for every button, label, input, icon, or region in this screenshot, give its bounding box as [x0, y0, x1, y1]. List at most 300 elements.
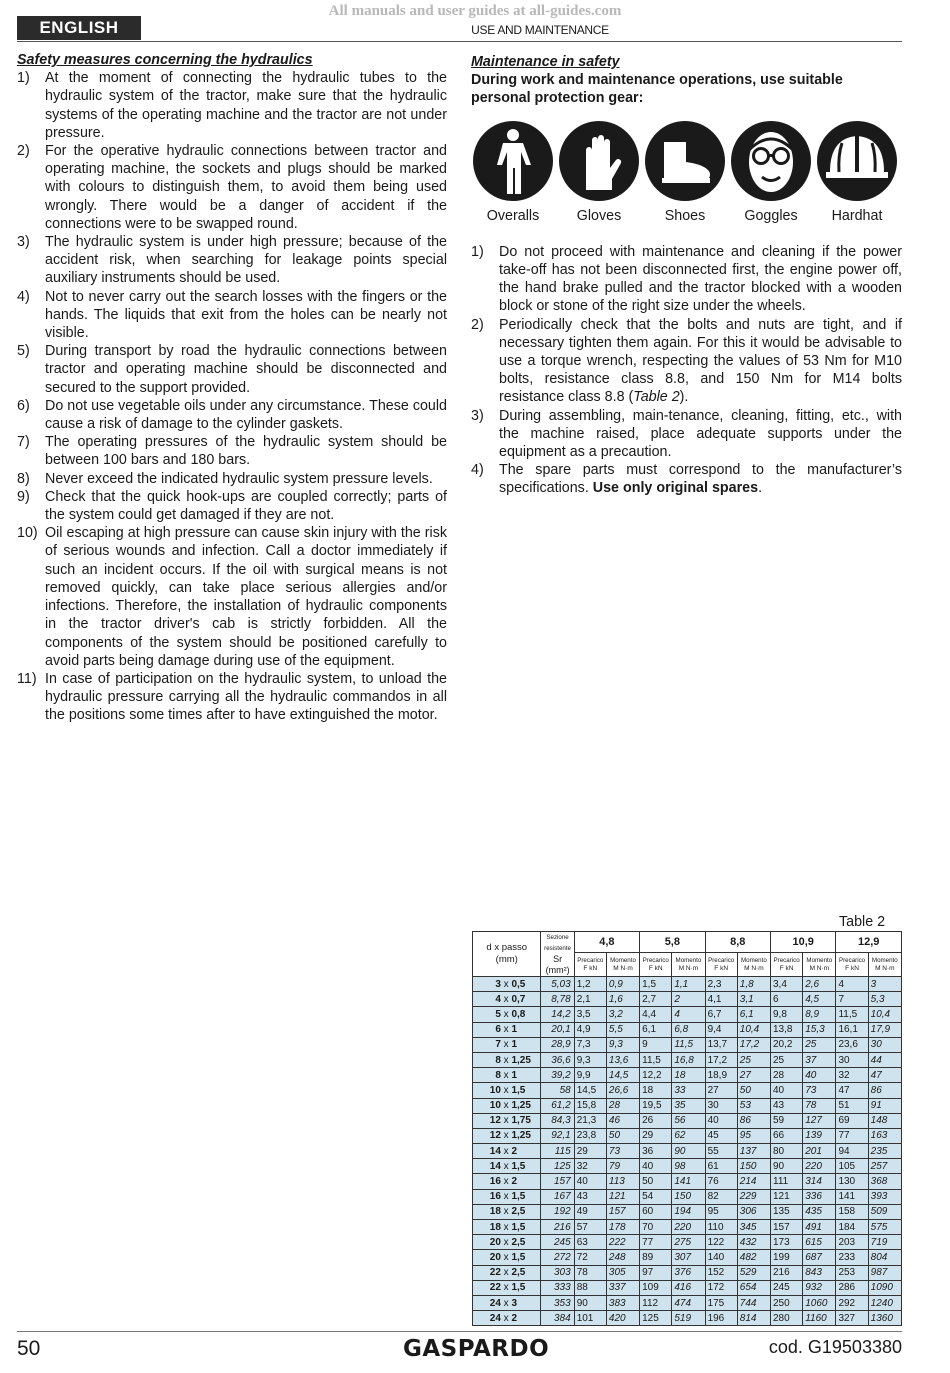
cell-section: 28,9: [541, 1037, 574, 1052]
header-sub-note: Momento: [610, 956, 636, 964]
cell-preload: 199: [771, 1250, 803, 1265]
cell-torque: 25: [737, 1052, 770, 1067]
cell-preload: 77: [640, 1235, 672, 1250]
cell-torque: 305: [606, 1265, 639, 1280]
header-section-label: Sr: [553, 954, 563, 964]
cell-preload: 69: [836, 1113, 868, 1128]
header-sub-label: F kN: [648, 964, 663, 972]
cell-torque: 814: [737, 1311, 770, 1326]
cell-section: 272: [541, 1250, 574, 1265]
cell-preload: 9,8: [771, 1007, 803, 1022]
watermark: All manuals and user guides at all-guides.com: [328, 3, 622, 19]
cell-torque: 529: [737, 1265, 770, 1280]
cell-section: 20,1: [541, 1022, 574, 1037]
item-text: For the operative hydraulic connections between tractor and operating machine, the sockets and plugs should be marked with colours to distinguish them, to avoid them being used wrongly. There would be a danger of accident if the connections were to be swapped round.: [45, 143, 447, 232]
cell-torque: 163: [868, 1128, 901, 1143]
cell-preload: 110: [705, 1220, 737, 1235]
cell-preload: 26: [640, 1113, 672, 1128]
ppe-lead-text: During work and maintenance operations, use suitable personal protection gear:: [471, 72, 843, 107]
gloves-icon: [558, 120, 640, 202]
cell-preload: 36: [640, 1144, 672, 1159]
cell-diameter: 10: [489, 1084, 501, 1096]
header-sub-label: F kN: [845, 964, 859, 972]
cell-torque: 220: [803, 1159, 836, 1174]
cell-diameter: 22: [489, 1267, 501, 1279]
table-row: [473, 1235, 902, 1250]
cell-preload: 125: [640, 1311, 672, 1326]
cell-times: x: [500, 1297, 512, 1309]
ppe-goggles: [729, 120, 813, 225]
cell-torque: 1,8: [737, 977, 770, 992]
cell-section: 84,3: [541, 1113, 574, 1128]
cell-preload: 94: [836, 1144, 868, 1159]
cell-preload: 111: [771, 1174, 803, 1189]
cell-torque: 95: [737, 1128, 770, 1143]
item-text: During assembling, main-tenance, cleaning, fitting, etc., with the machine raised, place adequate supports under the equipment as a precaution.: [499, 407, 902, 461]
cell-preload: 292: [836, 1295, 868, 1310]
cell-preload: 9,4: [705, 1022, 737, 1037]
item-number: 1): [17, 70, 30, 87]
cell-pitch: 1,5: [511, 1160, 526, 1172]
cell-preload: 16,1: [836, 1022, 868, 1037]
cell-times: x: [500, 1312, 512, 1324]
cell-diameter: 12: [489, 1115, 501, 1127]
item-number: 4): [471, 462, 484, 479]
cell-torque: 15,3: [803, 1022, 836, 1037]
cell-torque: 987: [868, 1265, 901, 1280]
cell-times: x: [500, 1100, 512, 1112]
header-sub-label: M N·m: [875, 964, 895, 972]
cell-preload: 27: [705, 1083, 737, 1098]
cell-preload: 80: [771, 1144, 803, 1159]
table-row: [473, 1052, 902, 1067]
bottom-rule: [17, 1331, 902, 1332]
cell-preload: 13,7: [705, 1037, 737, 1052]
cell-torque: 214: [737, 1174, 770, 1189]
cell-torque: 482: [737, 1250, 770, 1265]
cell-torque: 6,8: [672, 1022, 705, 1037]
header-sub: [868, 953, 901, 977]
cell-preload: 40: [640, 1159, 672, 1174]
header-size: [473, 932, 541, 977]
cell-preload: 51: [836, 1098, 868, 1113]
cell-torque: 40: [803, 1068, 836, 1083]
cell-preload: 89: [640, 1250, 672, 1265]
cell-preload: 17,2: [705, 1052, 737, 1067]
cell-times: x: [500, 1084, 512, 1096]
cell-diameter: 8: [495, 1069, 501, 1081]
cell-torque: 121: [606, 1189, 639, 1204]
list-item: [17, 288, 447, 343]
torque-table: [472, 931, 902, 1326]
item-text: The hydraulic system is under high pressure; because of the accident risk, when searching for leakage points special auxiliary instruments should be used.: [45, 234, 447, 287]
cell-torque: 201: [803, 1144, 836, 1159]
cell-torque: 137: [737, 1144, 770, 1159]
cell-torque: 194: [672, 1204, 705, 1219]
cell-size: [473, 1250, 541, 1265]
cell-times: x: [500, 1145, 512, 1157]
cell-torque: 337: [606, 1280, 639, 1295]
cell-preload: 101: [574, 1311, 606, 1326]
cell-preload: 77: [836, 1128, 868, 1143]
cell-torque: 687: [803, 1250, 836, 1265]
ppe-gloves: [557, 120, 641, 225]
cell-times: x: [500, 1024, 512, 1036]
item-text: The spare parts must correspond to the manufacturer’s specifications.: [499, 462, 902, 497]
cell-torque: 235: [868, 1144, 901, 1159]
cell-times: x: [500, 1191, 512, 1203]
cell-diameter: 8: [495, 1054, 501, 1066]
cell-preload: 55: [705, 1144, 737, 1159]
brand-logo: GASPARDO: [403, 1336, 550, 1362]
cell-pitch: 1,5: [511, 1221, 526, 1233]
cell-torque: 86: [737, 1113, 770, 1128]
cell-preload: 4,4: [640, 1007, 672, 1022]
cell-preload: 95: [705, 1204, 737, 1219]
cell-torque: 178: [606, 1220, 639, 1235]
cell-preload: 9,9: [574, 1068, 606, 1083]
cell-torque: 519: [672, 1311, 705, 1326]
cell-section: 303: [541, 1265, 574, 1280]
cell-preload: 184: [836, 1220, 868, 1235]
cell-torque: 53: [737, 1098, 770, 1113]
cell-diameter: 6: [495, 1024, 501, 1036]
cell-section: 192: [541, 1204, 574, 1219]
table-row: [473, 992, 902, 1007]
cell-diameter: 3: [495, 978, 501, 990]
cell-preload: 59: [771, 1113, 803, 1128]
cell-torque: 13,6: [606, 1052, 639, 1067]
cell-preload: 233: [836, 1250, 868, 1265]
cell-torque: 4: [672, 1007, 705, 1022]
header-sub-note: Precarico: [773, 956, 800, 964]
ppe-label: Overalls: [486, 207, 540, 224]
cell-torque: 25: [803, 1037, 836, 1052]
cell-preload: 173: [771, 1235, 803, 1250]
ppe-label: Shoes: [664, 207, 706, 224]
cell-preload: 135: [771, 1204, 803, 1219]
cell-preload: 57: [574, 1220, 606, 1235]
cell-section: 14,2: [541, 1007, 574, 1022]
header-sub-label: M N·m: [613, 964, 633, 972]
cell-diameter: 16: [489, 1176, 501, 1188]
header-sub-label: F kN: [714, 964, 729, 972]
cell-size: [473, 1098, 541, 1113]
header-sub-note: Precarico: [708, 956, 735, 964]
cell-torque: 744: [737, 1295, 770, 1310]
cell-section: 92,1: [541, 1128, 574, 1143]
cell-preload: 14,5: [574, 1083, 606, 1098]
cell-times: x: [500, 1176, 512, 1188]
item-text: During transport by road the hydraulic connections between tractor and operating machine should be disconnected and secured to the support provided.: [45, 343, 447, 396]
cell-preload: 253: [836, 1265, 868, 1280]
cell-times: x: [500, 1069, 512, 1081]
cell-preload: 140: [705, 1250, 737, 1265]
cell-preload: 250: [771, 1295, 803, 1310]
header-sub: [705, 953, 737, 977]
cell-section: 61,2: [541, 1098, 574, 1113]
header-class: 4,8: [574, 932, 639, 953]
cell-preload: 152: [705, 1265, 737, 1280]
cell-pitch: 1,25: [511, 1100, 531, 1112]
cell-torque: 30: [868, 1037, 901, 1052]
cell-torque: 148: [868, 1113, 901, 1128]
item-number: 2): [471, 316, 484, 333]
cell-torque: 3,2: [606, 1007, 639, 1022]
cell-preload: 175: [705, 1295, 737, 1310]
ppe-hardhat: [815, 120, 899, 225]
table-row: [473, 1189, 902, 1204]
cell-torque: 5,3: [868, 992, 901, 1007]
cell-preload: 109: [640, 1280, 672, 1295]
list-item: [17, 670, 447, 725]
cell-size: [473, 1068, 541, 1083]
cell-size: [473, 1022, 541, 1037]
item-number: 10): [17, 525, 38, 542]
cell-pitch: 2,5: [511, 1236, 526, 1248]
cell-torque: 16,8: [672, 1052, 705, 1067]
cell-size: [473, 977, 541, 992]
cell-torque: 33: [672, 1083, 705, 1098]
cell-preload: 20,2: [771, 1037, 803, 1052]
ppe-label: Goggles: [744, 207, 798, 224]
cell-preload: 4: [836, 977, 868, 992]
ppe-label: Gloves: [576, 207, 622, 224]
cell-size: [473, 992, 541, 1007]
header-sub: [803, 953, 836, 977]
item-number: 9): [17, 488, 30, 505]
cell-torque: 307: [672, 1250, 705, 1265]
header-class: 8,8: [705, 932, 770, 953]
cell-pitch: 1,5: [511, 1282, 526, 1294]
cell-times: x: [500, 1221, 512, 1233]
cell-diameter: 7: [495, 1039, 501, 1051]
cell-diameter: 18: [489, 1206, 501, 1218]
cell-torque: 1090: [868, 1280, 901, 1295]
cell-preload: 2,1: [574, 992, 606, 1007]
cell-torque: 86: [868, 1083, 901, 1098]
cell-torque: 416: [672, 1280, 705, 1295]
cell-diameter: 10: [489, 1100, 501, 1112]
cell-torque: 79: [606, 1159, 639, 1174]
cell-pitch: 1,5: [511, 1251, 526, 1263]
table-row: [473, 1113, 902, 1128]
hydraulics-heading: Safety measures concerning the hydraulics: [17, 52, 313, 68]
header-sub: [771, 953, 803, 977]
cell-diameter: 14: [489, 1145, 501, 1157]
cell-preload: 78: [574, 1265, 606, 1280]
cell-preload: 28: [771, 1068, 803, 1083]
cell-torque: 843: [803, 1265, 836, 1280]
cell-preload: 12,2: [640, 1068, 672, 1083]
cell-preload: 54: [640, 1189, 672, 1204]
cell-preload: 32: [574, 1159, 606, 1174]
cell-preload: 66: [771, 1128, 803, 1143]
cell-section: 384: [541, 1311, 574, 1326]
cell-size: [473, 1280, 541, 1295]
cell-size: [473, 1007, 541, 1022]
cell-diameter: 18: [489, 1221, 501, 1233]
cell-preload: 2,7: [640, 992, 672, 1007]
cell-diameter: 24: [489, 1312, 501, 1324]
cell-torque: 2: [672, 992, 705, 1007]
table-row: [473, 1068, 902, 1083]
header-class: 5,8: [640, 932, 705, 953]
cell-torque: 127: [803, 1113, 836, 1128]
cell-diameter: 12: [489, 1130, 501, 1142]
cell-preload: 61: [705, 1159, 737, 1174]
cell-size: [473, 1295, 541, 1310]
cell-preload: 19,5: [640, 1098, 672, 1113]
header-sub-note: Momento: [740, 956, 767, 964]
cell-torque: 46: [606, 1113, 639, 1128]
cell-preload: 2,3: [705, 977, 737, 992]
cell-preload: 13,8: [771, 1022, 803, 1037]
cell-torque: 345: [737, 1220, 770, 1235]
header-sub-note: Precarico: [838, 956, 866, 964]
cell-preload: 158: [836, 1204, 868, 1219]
cell-times: x: [500, 1282, 512, 1294]
right-column: [471, 53, 902, 498]
cell-size: [473, 1311, 541, 1326]
item-number: 2): [17, 143, 30, 160]
table-row: [473, 1007, 902, 1022]
table-row: [473, 1250, 902, 1265]
cell-section: 8,78: [541, 992, 574, 1007]
cell-preload: 23,8: [574, 1128, 606, 1143]
cell-preload: 50: [640, 1174, 672, 1189]
cell-preload: 47: [836, 1083, 868, 1098]
cell-diameter: 16: [489, 1191, 501, 1203]
cell-preload: 105: [836, 1159, 868, 1174]
header-sub: [640, 953, 672, 977]
left-column: [17, 51, 447, 725]
cell-preload: 6,1: [640, 1022, 672, 1037]
table-row: [473, 1037, 902, 1052]
list-item: [17, 342, 447, 397]
cell-diameter: 22: [489, 1282, 501, 1294]
list-item: [17, 142, 447, 233]
cell-section: 39,2: [541, 1068, 574, 1083]
cell-diameter: 14: [489, 1160, 501, 1172]
cell-preload: 327: [836, 1311, 868, 1326]
cell-torque: 37: [803, 1052, 836, 1067]
cell-torque: 50: [737, 1083, 770, 1098]
cell-preload: 130: [836, 1174, 868, 1189]
cell-preload: 29: [640, 1128, 672, 1143]
cell-diameter: 4: [495, 993, 501, 1005]
cell-torque: 9,3: [606, 1037, 639, 1052]
cell-preload: 4,9: [574, 1022, 606, 1037]
item-number: 11): [17, 670, 37, 687]
cell-torque: 336: [803, 1189, 836, 1204]
cell-preload: 6,7: [705, 1007, 737, 1022]
cell-preload: 9: [640, 1037, 672, 1052]
cell-torque: 1360: [868, 1311, 901, 1326]
cell-preload: 32: [836, 1068, 868, 1083]
cell-torque: 14,5: [606, 1068, 639, 1083]
cell-times: x: [500, 1236, 512, 1248]
list-item: [17, 233, 447, 288]
cell-times: x: [500, 1130, 512, 1142]
cell-times: x: [500, 1115, 512, 1127]
cell-diameter: 24: [489, 1297, 501, 1309]
item-text: Check that the quick hook-ups are coupled correctly; parts of the system could get damaged if they are not.: [45, 488, 447, 524]
cell-section: 5,03: [541, 977, 574, 992]
cell-preload: 43: [574, 1189, 606, 1204]
item-number: 1): [471, 243, 484, 260]
cell-size: [473, 1113, 541, 1128]
cell-preload: 157: [771, 1220, 803, 1235]
cell-torque: 113: [606, 1174, 639, 1189]
header-class: 10,9: [771, 932, 836, 953]
header-sub-label: M N·m: [678, 964, 699, 972]
header-sub-label: M N·m: [744, 964, 764, 972]
language-tab: ENGLISH: [17, 16, 141, 40]
hardhat-icon: [816, 120, 898, 202]
cell-torque: 26,6: [606, 1083, 639, 1098]
cell-preload: 11,5: [836, 1007, 868, 1022]
cell-preload: 63: [574, 1235, 606, 1250]
cell-preload: 72: [574, 1250, 606, 1265]
cell-times: x: [500, 1251, 512, 1263]
item-text-end: .: [758, 480, 763, 497]
cell-torque: 376: [672, 1265, 705, 1280]
cell-torque: 1160: [803, 1311, 836, 1326]
cell-torque: 27: [737, 1068, 770, 1083]
cell-torque: 18: [672, 1068, 705, 1083]
cell-torque: 1,1: [672, 977, 705, 992]
list-item: [17, 524, 447, 670]
cell-torque: 0,9: [606, 977, 639, 992]
cell-torque: 368: [868, 1174, 901, 1189]
cell-times: x: [500, 1267, 512, 1279]
cell-preload: 60: [640, 1204, 672, 1219]
maintenance-heading: Maintenance in safety: [471, 54, 620, 70]
item-number: 4): [17, 288, 30, 305]
cell-torque: 719: [868, 1235, 901, 1250]
cell-section: 245: [541, 1235, 574, 1250]
cell-preload: 280: [771, 1311, 803, 1326]
cell-section: 157: [541, 1174, 574, 1189]
cell-torque: 157: [606, 1204, 639, 1219]
cell-preload: 40: [771, 1083, 803, 1098]
cell-torque: 654: [737, 1280, 770, 1295]
cell-torque: 47: [868, 1068, 901, 1083]
table-row: [473, 1159, 902, 1174]
cell-preload: 25: [771, 1052, 803, 1067]
item-text: At the moment of connecting the hydraulic tubes to the hydraulic system of the tractor, make sure that the hydraulic systems of the operating machine and the tractor are not under pressure.: [45, 70, 447, 141]
cell-torque: 91: [868, 1098, 901, 1113]
cell-torque: 44: [868, 1052, 901, 1067]
cell-times: x: [500, 1160, 512, 1172]
cell-preload: 29: [574, 1144, 606, 1159]
table-caption: Table 2: [839, 914, 886, 930]
cell-torque: 10,4: [737, 1022, 770, 1037]
cell-torque: 98: [672, 1159, 705, 1174]
header-section-note: Sezione: [546, 934, 569, 941]
cell-pitch: 2,5: [511, 1267, 526, 1279]
ppe-label: Hardhat: [831, 207, 883, 224]
table-row: [473, 1098, 902, 1113]
hydraulics-list: [17, 69, 447, 724]
cell-torque: 6,1: [737, 1007, 770, 1022]
cell-preload: 4,1: [705, 992, 737, 1007]
cell-times: x: [500, 978, 512, 990]
shoes-icon: [644, 120, 726, 202]
cell-torque: 10,4: [868, 1007, 901, 1022]
section-title: USE AND MAINTENANCE: [471, 23, 609, 37]
